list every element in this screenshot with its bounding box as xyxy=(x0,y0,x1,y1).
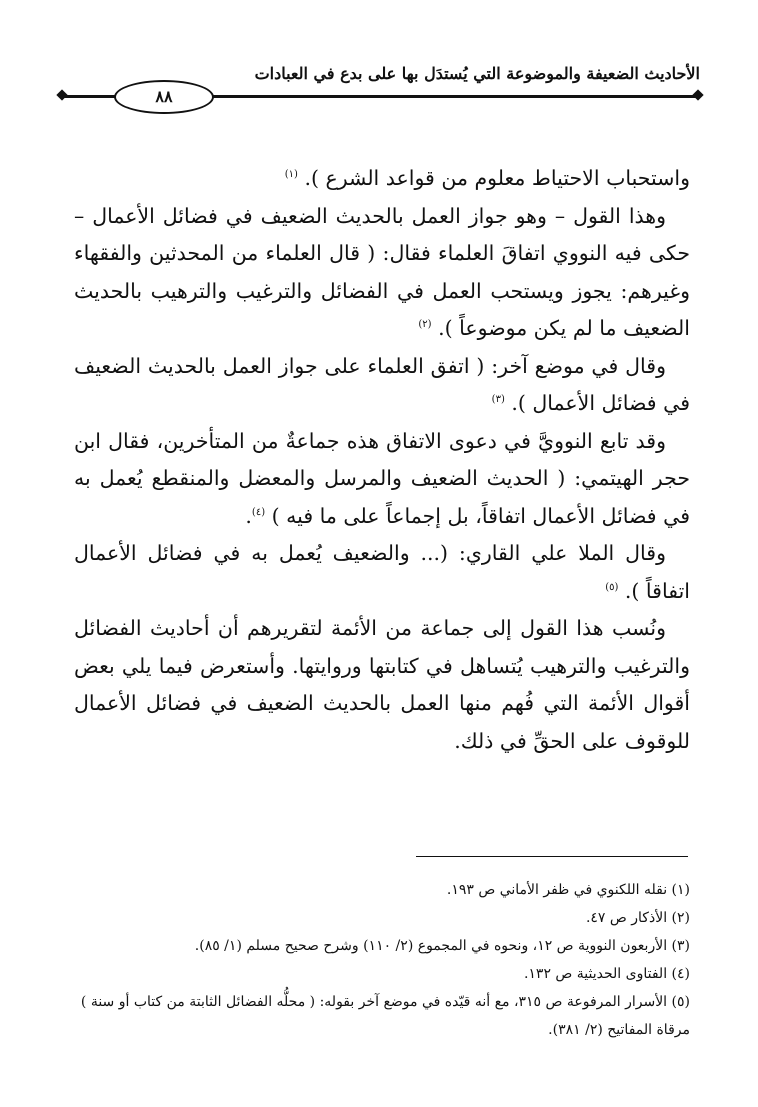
footnote-1: (١) نقله اللكنوي في ظفر الأماني ص ١٩٣. xyxy=(446,882,690,898)
diamond-ornament-left-icon xyxy=(56,89,67,100)
paragraph-3 xyxy=(74,348,690,423)
footnote-2: (٢) الأذكار ص ٤٧. xyxy=(585,910,690,926)
footnote-ref-4[interactable]: (٤) xyxy=(251,506,266,518)
footnotes xyxy=(74,876,690,1044)
paragraph-3-text: وقال في موضع آخر: ( اتفق العلماء على جواز العمل بالحديث الضعيف في فضائل الأعمال ). xyxy=(74,353,690,415)
page-number: ٨٨ xyxy=(114,80,214,114)
paragraph-2-text: وهذا القول – وهو جواز العمل بالحديث الضعيف في فضائل الأعمال – حكى فيه النووي اتفاقَ العلماء فقال: ( قال العلماء من المحدثين والفقهاء وغيرهم: يجوز ويستحب العمل في الفضائل والترغيب والترهيب بالحديث الضعيف ما لم يكن موضوعاً ). xyxy=(74,203,690,340)
footnote-ref-5[interactable]: (٥) xyxy=(605,581,619,593)
paragraph-1-text: واستحباب الاحتياط معلوم من قواعد الشرع ). xyxy=(304,166,690,190)
footnote-3: (٣) الأربعون النووية ص ١٢، ونحوه في المجموع (٢/ ١١٠) وشرح صحيح مسلم (١/ ٨٥). xyxy=(194,938,690,954)
running-title: الأحاديث الضعيفة والموضوعة التي يُستدَل بها على بدع في العبادات xyxy=(254,64,700,83)
paragraph-4-end: . xyxy=(245,503,252,528)
footnote-5: (٥) الأسرار المرفوعة ص ٣١٥، مع أنه قيّده في موضع آخر بقوله: ( محلُّه الفضائل الثابتة من كتاب أو سنة ) مرقاة المفاتيح (٢/ ٣٨١). xyxy=(80,994,690,1038)
page-header xyxy=(60,58,700,114)
paragraph-4-text: وقد تابع النوويَّ في دعوى الاتفاق هذه جماعةٌ من المتأخرين، فقال ابن حجر الهيتمي: ( الحديث الضعيف والمرسل والمعضل والمنقطع يُعمل به في فضائل الأعمال اتفاقاً، بل إجماعاً على ما فيه ) xyxy=(74,428,690,528)
paragraph-1 xyxy=(74,160,690,198)
paragraph-4 xyxy=(74,423,690,536)
paragraph-5-text: وقال الملا علي القاري: (... والضعيف يُعمل به في فضائل الأعمال اتفاقاً ). xyxy=(74,541,690,603)
footnote-separator xyxy=(416,856,688,857)
paragraph-6 xyxy=(74,610,690,760)
paragraph-2 xyxy=(74,198,690,348)
diamond-ornament-right-icon xyxy=(692,89,703,100)
footnote-ref-1[interactable]: (١) xyxy=(284,169,298,181)
footnote-ref-3[interactable]: (٣) xyxy=(491,394,505,406)
footnote-4: (٤) الفتاوى الحديثية ص ١٣٢. xyxy=(523,966,690,982)
paragraph-6-text: ونُسب هذا القول إلى جماعة من الأئمة لتقريرهم أن أحاديث الفضائل والترغيب والترهيب يُتساهل في كتابتها وروايتها. وأستعرض فيما يلي بعض أقوال الأئمة التي فُهم منها العمل بالحديث الضعيف في فضائل الأعمال للوقوف على الحقِّ في ذلك. xyxy=(74,616,690,753)
body-text xyxy=(74,160,690,760)
footnote-ref-2[interactable]: (٢) xyxy=(418,319,432,331)
paragraph-5 xyxy=(74,535,690,610)
